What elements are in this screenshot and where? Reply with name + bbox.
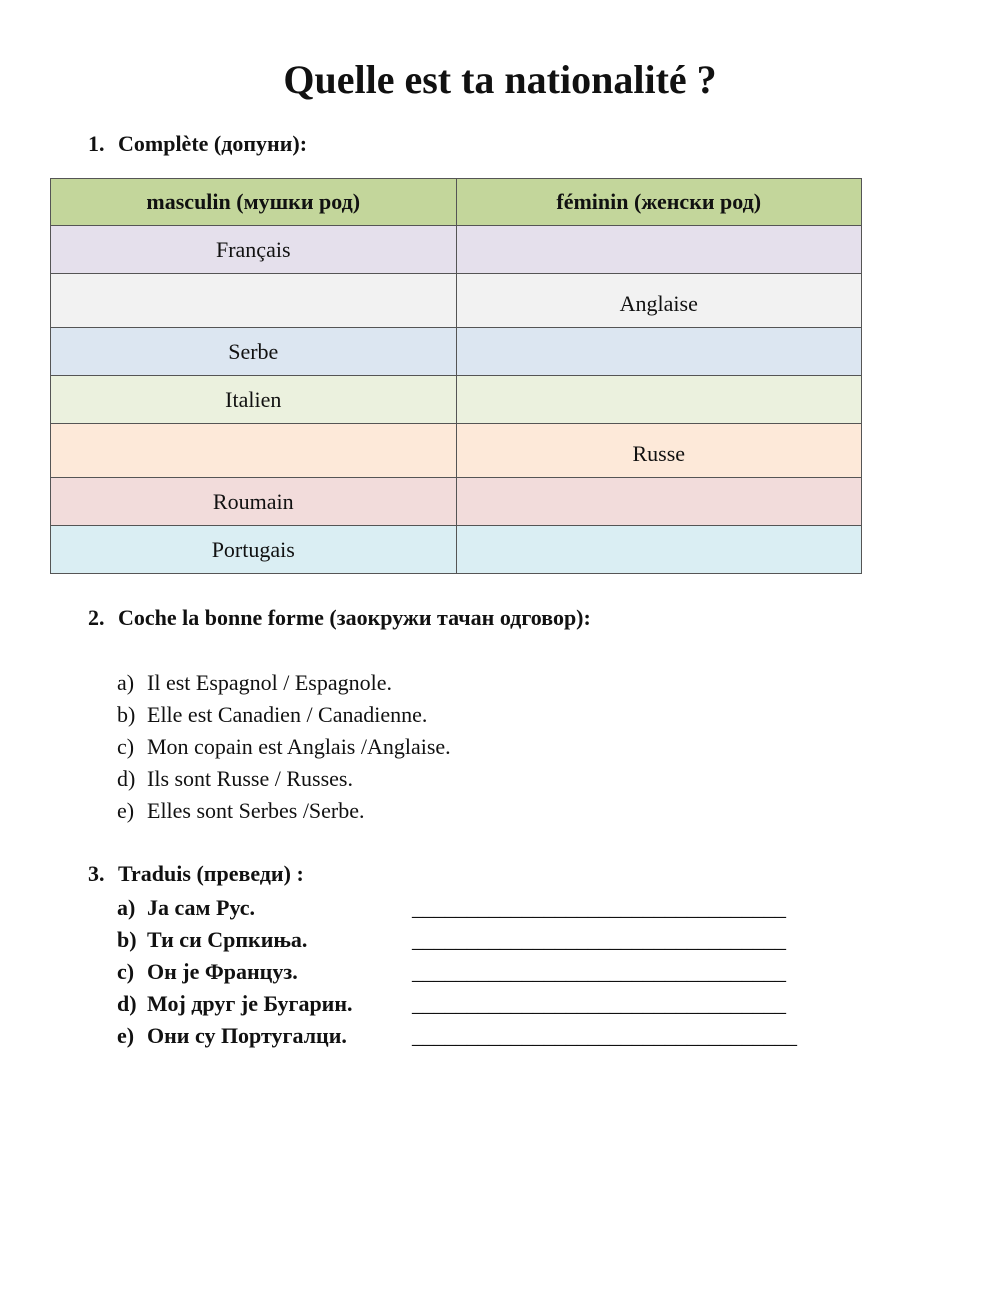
- table-row: [51, 328, 862, 376]
- answer-line[interactable]: __________________________________: [412, 895, 786, 920]
- item-letter: e): [117, 798, 135, 823]
- item-letter: a): [117, 895, 136, 920]
- nationality-table: [50, 178, 862, 574]
- cell-masculin: Portugais: [51, 526, 457, 574]
- table-row: [51, 526, 862, 574]
- section-3-number: 3.: [88, 861, 105, 886]
- cell-masculin-input[interactable]: [51, 424, 457, 478]
- list-item: [117, 988, 817, 1020]
- table-row: [51, 376, 862, 424]
- section-1-heading: [88, 131, 307, 157]
- section-2-number: 2.: [88, 605, 105, 630]
- answer-line[interactable]: __________________________________: [412, 991, 786, 1016]
- section-3-heading: [88, 861, 304, 887]
- item-text: Elle est Canadien / Canadienne.: [147, 702, 428, 727]
- section-2-title: Coche la bonne forme (заокружи тачан одговор):: [118, 605, 591, 630]
- item-text: Ја сам Рус.: [147, 895, 256, 920]
- choice-list: [117, 667, 451, 827]
- item-letter: a): [117, 670, 135, 695]
- section-2-heading: [88, 605, 591, 631]
- item-letter: b): [117, 702, 136, 727]
- cell-feminin-input[interactable]: [456, 478, 862, 526]
- list-item[interactable]: [117, 667, 451, 699]
- item-text: Il est Espagnol / Espagnole.: [147, 670, 393, 695]
- section-1-title: Complète (допуни):: [118, 131, 308, 156]
- list-item: [117, 1020, 817, 1052]
- table-row: [51, 274, 862, 328]
- list-item[interactable]: [117, 731, 451, 763]
- header-masculin: masculin (мушки род): [51, 179, 457, 226]
- item-letter: e): [117, 1023, 135, 1048]
- list-item: [117, 956, 817, 988]
- list-item: [117, 892, 817, 924]
- cell-masculin: Français: [51, 226, 457, 274]
- cell-feminin-input[interactable]: [456, 526, 862, 574]
- item-text: Mon copain est Anglais /Anglaise.: [147, 734, 451, 759]
- translation-list: [117, 892, 817, 1052]
- item-text: Ти си Српкиња.: [147, 927, 308, 952]
- item-letter: c): [117, 734, 135, 759]
- cell-feminin-input[interactable]: [456, 328, 862, 376]
- item-text: Они су Португалци.: [147, 1023, 347, 1048]
- cell-feminin: Russe: [456, 424, 862, 478]
- item-text: Elles sont Serbes /Serbe.: [147, 798, 365, 823]
- item-text: Мој друг је Бугарин.: [147, 991, 353, 1016]
- page-title: Quelle est ta nationalité ?: [283, 57, 717, 102]
- cell-masculin: Italien: [51, 376, 457, 424]
- answer-line[interactable]: __________________________________: [412, 927, 786, 952]
- cell-feminin: Anglaise: [456, 274, 862, 328]
- cell-masculin: Roumain: [51, 478, 457, 526]
- item-letter: c): [117, 959, 135, 984]
- list-item[interactable]: [117, 795, 451, 827]
- section-1-number: 1.: [88, 131, 105, 156]
- item-text: Он је Француз.: [147, 959, 298, 984]
- item-letter: d): [117, 991, 137, 1016]
- header-feminin: féminin (женски род): [456, 179, 862, 226]
- list-item: [117, 924, 817, 956]
- cell-feminin-input[interactable]: [456, 376, 862, 424]
- table-row: [51, 478, 862, 526]
- cell-masculin: Serbe: [51, 328, 457, 376]
- item-letter: d): [117, 766, 136, 791]
- list-item[interactable]: [117, 763, 451, 795]
- answer-line[interactable]: ___________________________________: [412, 1023, 797, 1048]
- section-3-title: Traduis (преведи) :: [118, 861, 304, 886]
- item-text: Ils sont Russe / Russes.: [147, 766, 353, 791]
- cell-feminin-input[interactable]: [456, 226, 862, 274]
- table-row: [51, 424, 862, 478]
- list-item[interactable]: [117, 699, 451, 731]
- answer-line[interactable]: __________________________________: [412, 959, 786, 984]
- cell-masculin-input[interactable]: [51, 274, 457, 328]
- table-header-row: [51, 179, 862, 226]
- table-row: [51, 226, 862, 274]
- item-letter: b): [117, 927, 137, 952]
